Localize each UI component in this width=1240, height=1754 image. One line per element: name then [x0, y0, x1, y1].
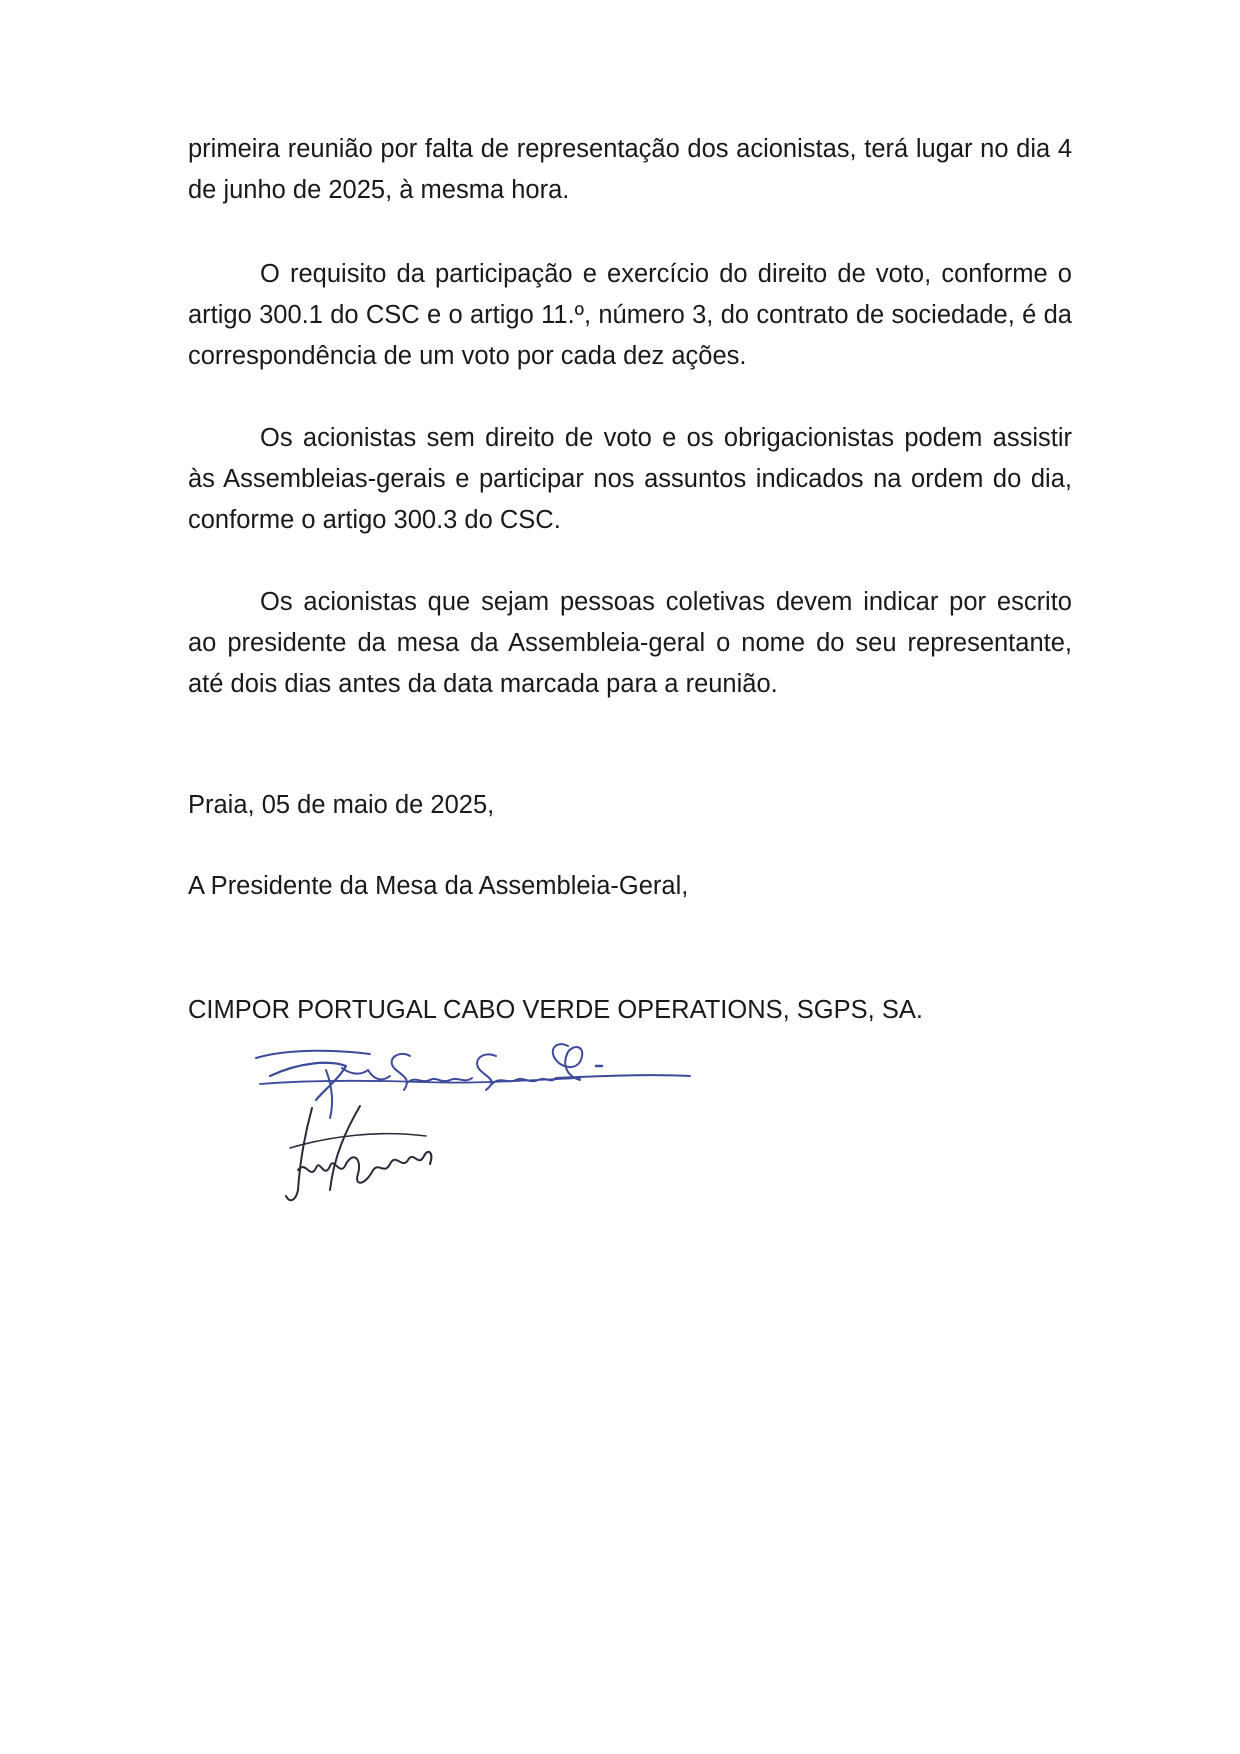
signature-lower-stroke — [346, 1152, 431, 1183]
signature-lower-stroke — [330, 1106, 360, 1190]
signature-upper-stroke — [392, 1054, 410, 1090]
paragraph-voting-requirement: O requisito da participação e exercício do direito de voto, conforme o artigo 300.1 do CSC e o artigo 11.º, número 3, do contrato de sociedade, é da correspondência de um voto por cada dez ações. — [188, 260, 1072, 370]
signature-upper-stroke — [553, 1044, 582, 1080]
signature-upper-stroke — [477, 1054, 496, 1090]
signature-upper-stroke — [342, 1068, 390, 1079]
paragraph-non-voting-shareholders: Os acionistas sem direito de voto e os obrigacionistas podem assistir às Assembleias-gerais e participar nos assuntos indicados na ordem do dia, conforme o artigo 300.3 do CSC. — [188, 424, 1072, 534]
signature-upper-stroke — [326, 1070, 332, 1118]
signature-lower-stroke — [286, 1108, 312, 1200]
handwritten-signature-icon — [250, 1040, 750, 1230]
paragraph-corporate-shareholders: Os acionistas que sejam pessoas coletivas devem indicar por escrito ao presidente da mesa da Assembleia-geral o nome do seu representante, até dois dias antes da data marcada para a reunião. — [188, 588, 1072, 698]
signature-upper-stroke — [256, 1051, 370, 1058]
place-date: Praia, 05 de maio de 2025, — [188, 791, 495, 819]
company-name: CIMPOR PORTUGAL CABO VERDE OPERATIONS, SGPS, SA. — [188, 996, 923, 1024]
paragraph-meeting-date: primeira reunião por falta de representação dos acionistas, terá lugar no dia 4 de junho de 2025, à mesma hora. — [188, 135, 1072, 204]
signatory-title: A Presidente da Mesa da Assembleia-Geral, — [188, 872, 689, 900]
signature-lower-stroke — [290, 1134, 426, 1148]
signature-lower-stroke — [298, 1163, 346, 1172]
